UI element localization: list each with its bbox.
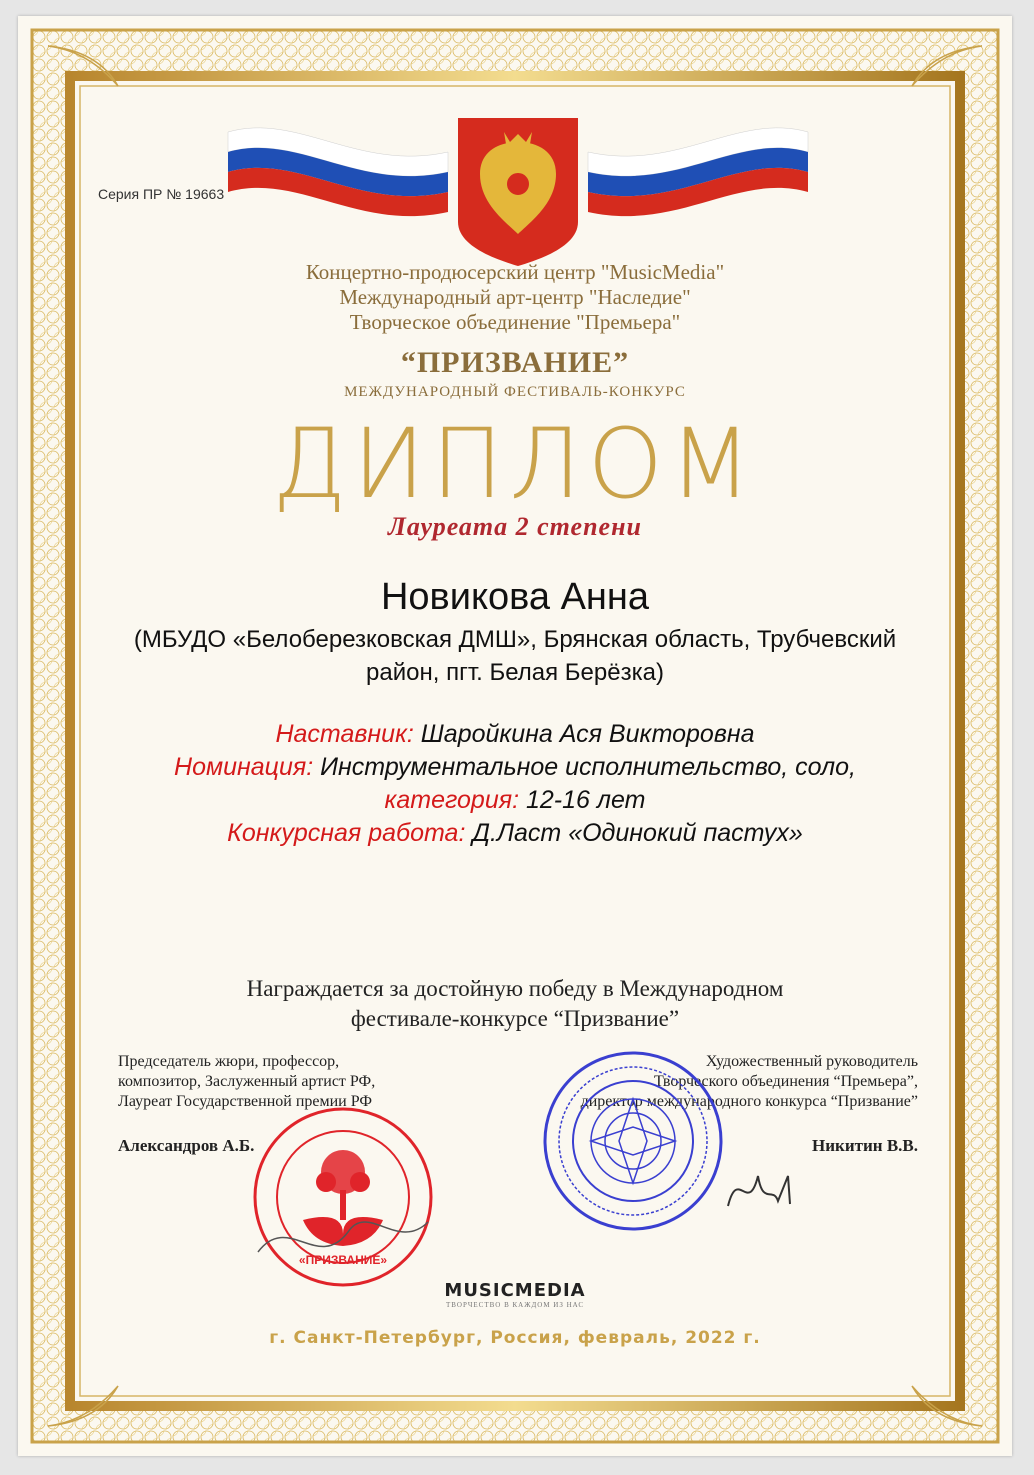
right-flag-ribbon bbox=[588, 128, 808, 216]
tree-hands-icon bbox=[303, 1150, 383, 1246]
right-title-line-3: директор международного конкурса “Призвание” bbox=[580, 1093, 918, 1110]
lace-pattern-icon bbox=[591, 1099, 675, 1183]
left-title-line-3: Лауреат Государственной премии РФ bbox=[118, 1093, 373, 1110]
coat-of-arms-icon bbox=[458, 118, 578, 266]
nomination-row bbox=[18, 751, 1012, 784]
logo-name: MUSICMEDIA bbox=[444, 1280, 586, 1301]
nomination-value: Инструментальное исполнительство, соло, bbox=[320, 753, 856, 781]
left-title-line-2: композитор, Заслуженный артист РФ, bbox=[118, 1073, 376, 1090]
organizer-line-2: Международный арт-центр "Наследие" bbox=[339, 285, 691, 309]
mentor-label: Наставник: bbox=[275, 720, 414, 748]
red-festival-stamp bbox=[248, 1102, 438, 1292]
right-signature-icon bbox=[718, 1146, 838, 1226]
diploma-sheet bbox=[18, 16, 1012, 1456]
left-signatory-name: Александров А.Б. bbox=[118, 1136, 255, 1155]
right-signatory-name: Никитин В.В. bbox=[812, 1136, 918, 1155]
blue-ornamental-stamp bbox=[538, 1046, 728, 1236]
mentor-value: Шаройкина Ася Викторовна bbox=[420, 720, 755, 748]
stamp-label: «ПРИЗВАНИЕ» bbox=[298, 1253, 388, 1267]
work-label: Конкурсная работа: bbox=[227, 819, 466, 847]
work-value: Д.Ласт «Одинокий пастух» bbox=[472, 819, 803, 847]
organizer-line-1: Концертно-продюсерский центр "MusicMedia" bbox=[305, 260, 725, 284]
category-row bbox=[18, 784, 1012, 817]
recipient-name: Новикова Анна bbox=[380, 576, 650, 618]
organizer-line-3: Творческое объединение "Премьера" bbox=[349, 310, 681, 334]
award-line-1: Награждается за достойную победу в Международном bbox=[246, 976, 784, 1001]
nomination-label: Номинация: bbox=[174, 753, 314, 781]
details-block bbox=[18, 718, 1012, 850]
award-line-2: фестивале-конкурсе “Призвание” bbox=[350, 1006, 680, 1031]
festival-subtitle: МЕЖДУНАРОДНЫЙ ФЕСТИВАЛЬ-КОНКУРС bbox=[344, 384, 686, 400]
serial-number: Серия ПР № 19663 bbox=[98, 186, 225, 202]
diploma-heading: ДИПЛОМ bbox=[272, 408, 758, 520]
category-label: категория: bbox=[384, 786, 520, 814]
recipient-school bbox=[48, 623, 982, 689]
degree-label: Лауреата 2 степени bbox=[388, 512, 642, 541]
work-row bbox=[18, 817, 1012, 850]
school-line-2: район, пгт. Белая Берёзка) bbox=[366, 659, 664, 686]
school-line-1: (МБУДО «Белоберезковская ДМШ», Брянская область, Трубчевский bbox=[133, 626, 897, 653]
logo-tagline: ТВОРЧЕСТВО В КАЖДОМ ИЗ НАС bbox=[445, 1301, 585, 1309]
festival-title: “ПРИЗВАНИЕ” bbox=[400, 346, 630, 379]
musicmedia-logo bbox=[18, 1280, 1012, 1309]
mentor-row bbox=[18, 718, 1012, 751]
footer-place-date: г. Санкт-Петербург, Россия, февраль, 2022 г. bbox=[269, 1328, 761, 1348]
right-title-line-1: Художественный руководитель bbox=[705, 1053, 918, 1070]
right-title-line-2: Творческого объединения “Премьера”, bbox=[653, 1073, 918, 1090]
left-flag-ribbon bbox=[228, 128, 448, 216]
category-value: 12-16 лет bbox=[526, 786, 646, 814]
flag-ribbon-emblem bbox=[218, 112, 818, 272]
award-text bbox=[18, 974, 1012, 1034]
left-title-line-1: Председатель жюри, профессор, bbox=[118, 1053, 340, 1070]
